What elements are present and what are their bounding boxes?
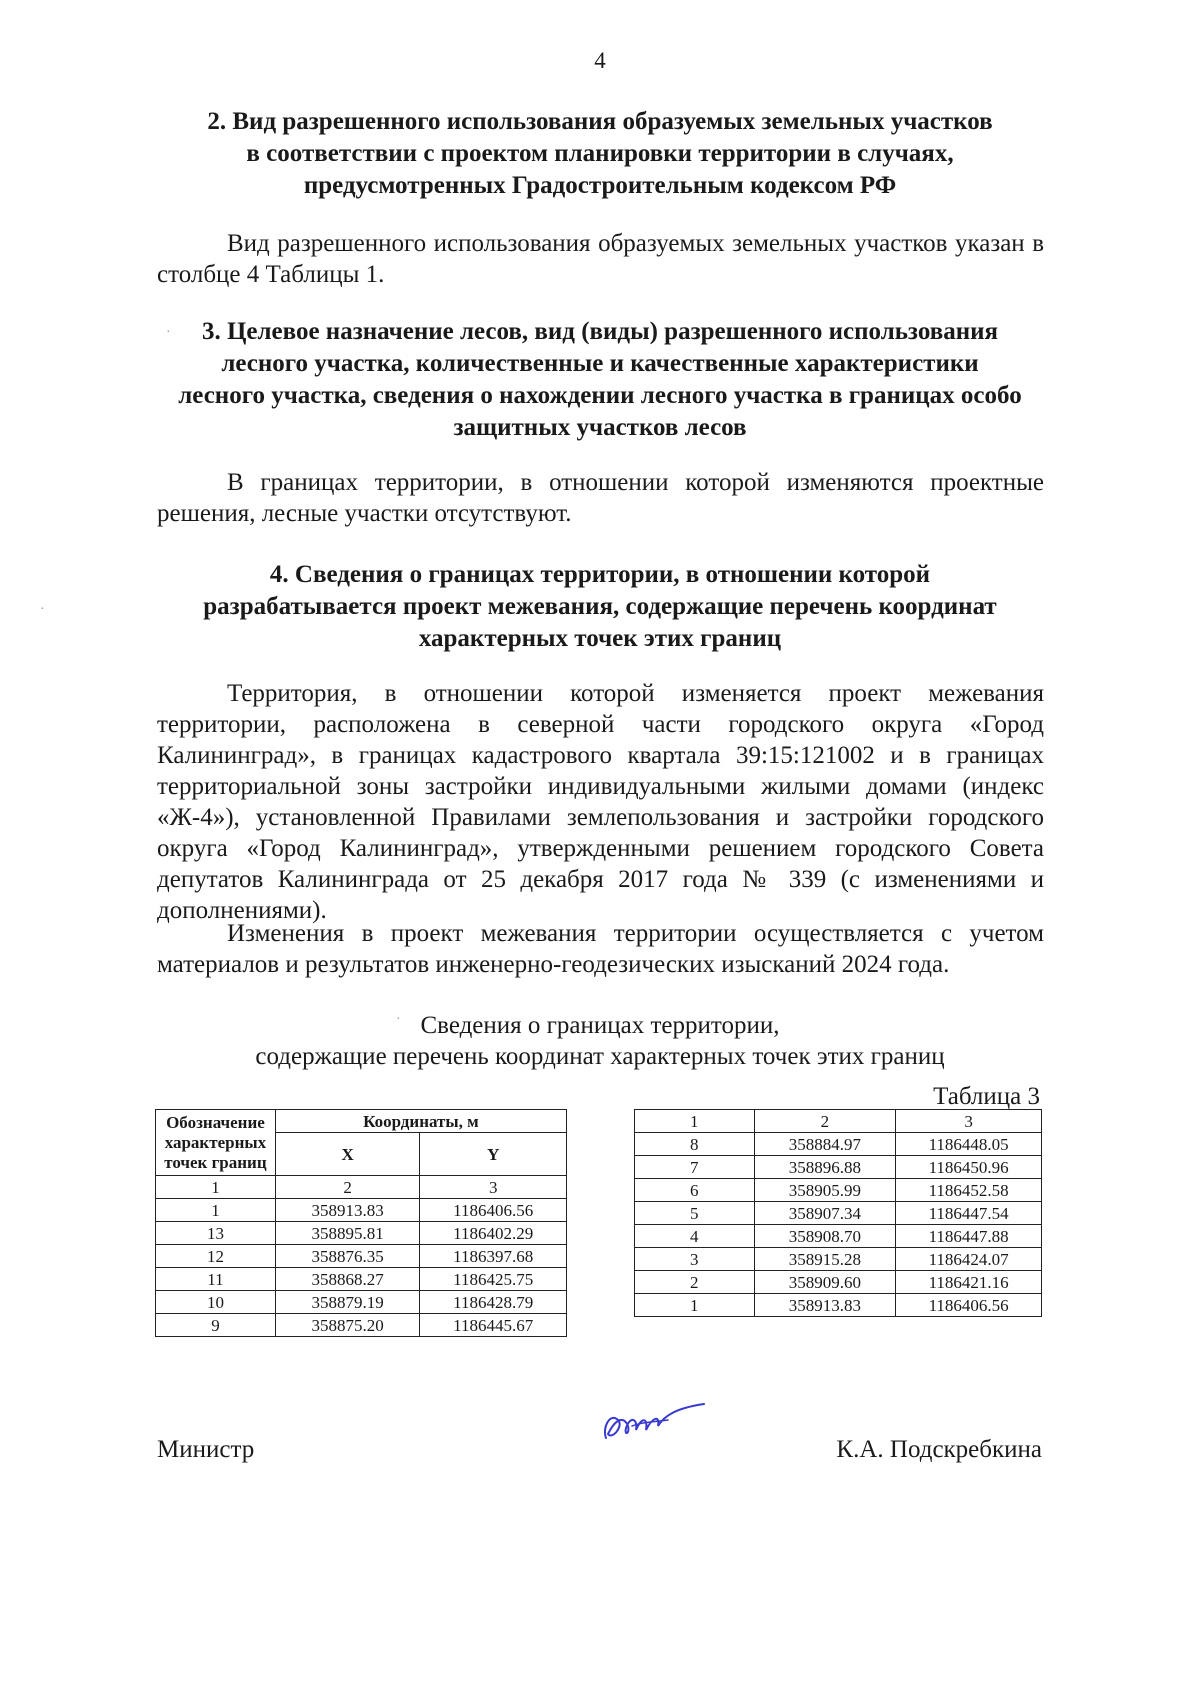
table-row [635,1179,1042,1202]
x-cell: 358896.88 [754,1156,896,1179]
table-row [635,1133,1042,1156]
column-number-row [635,1110,1042,1133]
point-cell: 6 [635,1179,755,1202]
heading-line: 4. Сведения о границах территории, в отношении которой [269,561,931,588]
column-number-cell: 1 [156,1176,276,1199]
y-cell: 1186447.54 [896,1202,1042,1225]
table-caption [160,1010,1040,1072]
heading-line: лесного участка, количественные и качественные характеристики [221,350,979,377]
x-cell: 358879.19 [275,1291,420,1314]
x-cell: 358913.83 [275,1199,420,1222]
heading-line: защитных участков лесов [453,414,747,441]
column-number-cell: 3 [420,1176,567,1199]
caption-line: Сведения о границах территории, [420,1012,780,1039]
signatory-name: К.А. Подскребкина [836,1436,1042,1463]
point-cell: 3 [635,1248,755,1271]
signature-image [598,1400,710,1448]
table-row [156,1245,567,1268]
y-cell: 1186421.16 [896,1271,1042,1294]
table-row [156,1199,567,1222]
point-cell: 12 [156,1245,276,1268]
caption-line: содержащие перечень координат характерных точек этих границ [255,1043,945,1070]
signatory-position: Министр [157,1436,255,1463]
coordinates-table-right [634,1109,1042,1317]
heading-line: лесного участка, сведения о нахождении лесного участка в границах особо [178,382,1022,409]
y-cell: 1186425.75 [420,1268,567,1291]
table-row [635,1248,1042,1271]
x-cell: 358908.70 [754,1225,896,1248]
coordinates-table-left [155,1109,567,1337]
y-cell: 1186397.68 [420,1245,567,1268]
header-coords: Координаты, м [275,1110,566,1133]
point-cell: 1 [635,1294,755,1317]
heading-line: разрабатывается проект межевания, содержащие перечень координат [203,593,997,620]
point-cell: 11 [156,1268,276,1291]
table-row [156,1314,567,1337]
point-cell: 1 [156,1199,276,1222]
x-cell: 358907.34 [754,1202,896,1225]
table-row [635,1271,1042,1294]
heading-line: предусмотренных Градостроительным кодексом РФ [303,172,897,199]
x-cell: 358909.60 [754,1271,896,1294]
y-cell: 1186450.96 [896,1156,1042,1179]
table-body [156,1176,567,1337]
x-cell: 358913.83 [754,1294,896,1317]
x-cell: 358868.27 [275,1268,420,1291]
section-3-heading [160,316,1040,444]
point-cell: 5 [635,1202,755,1225]
y-cell: 1186406.56 [896,1294,1042,1317]
section-4-text-1: Территория, в отношении которой изменяется проект межевания территории, расположена в северной части городского округа «Город Калининград», в границах кадастрового квартала 39:15:121002 и в границах территориальной зоны застройки индивидуальными жилыми домами (индекс «Ж-4»), установленной Правилами землепользования и застройки городского округа «Город Калининград», утвержденными решением городского Совета депутатов Калининграда от 25 декабря 2017 года № 339 (с изменениями и дополнениями). [157,680,1044,924]
y-cell: 1186406.56 [420,1199,567,1222]
column-number-cell: 2 [275,1176,420,1199]
section-4-text-2: Изменения в проект межевания территории осуществляется с учетом материалов и результатов инженерно-геодезических изысканий 2024 года. [157,920,1044,978]
point-cell: 9 [156,1314,276,1337]
y-cell: 1186445.67 [420,1314,567,1337]
x-cell: 358915.28 [754,1248,896,1271]
heading-line: 3. Целевое назначение лесов, вид (виды) разрешенного использования [201,318,999,345]
table-label: Таблица 3 [933,1083,1040,1110]
x-cell: 358876.35 [275,1245,420,1268]
point-cell: 13 [156,1222,276,1245]
x-cell: 358875.20 [275,1314,420,1337]
heading-line: в соответствии с проектом планировки территории в случаях, [246,140,954,167]
scan-mark: · [40,602,45,617]
table-row [635,1294,1042,1317]
point-cell: 10 [156,1291,276,1314]
heading-line: 2. Вид разрешенного использования образуемых земельных участков [207,108,993,135]
y-cell: 1186448.05 [896,1133,1042,1156]
table-row [635,1202,1042,1225]
page-number: 4 [594,48,606,73]
x-cell: 358905.99 [754,1179,896,1202]
column-number-cell: 1 [635,1110,755,1133]
point-cell: 7 [635,1156,755,1179]
table-row [156,1268,567,1291]
column-number-cell: 3 [896,1110,1042,1133]
section-3-text: В границах территории, в отношении которой изменяются проектные решения, лесные участки отсутствуют. [157,469,1044,527]
x-cell: 358895.81 [275,1222,420,1245]
table-row [156,1291,567,1314]
table-row [635,1156,1042,1179]
heading-line: характерных точек этих границ [418,625,782,652]
y-cell: 1186452.58 [896,1179,1042,1202]
y-cell: 1186447.88 [896,1225,1042,1248]
y-cell: 1186424.07 [896,1248,1042,1271]
point-cell: 8 [635,1133,755,1156]
y-cell: 1186428.79 [420,1291,567,1314]
column-number-row [156,1176,567,1199]
scan-mark: · [166,325,171,340]
header-y: Y [420,1133,567,1176]
y-cell: 1186402.29 [420,1222,567,1245]
column-number-cell: 2 [754,1110,896,1133]
header-x: X [275,1133,420,1176]
section-2-text: Вид разрешенного использования образуемых земельных участков указан в столбце 4 Таблицы 1. [157,230,1044,288]
x-cell: 358884.97 [754,1133,896,1156]
scan-mark: · [396,1012,401,1027]
section-2-heading [160,106,1040,202]
point-cell: 2 [635,1271,755,1294]
table-row [156,1222,567,1245]
section-4-heading [160,559,1040,655]
header-point: Обозначение характерных точек границ [156,1110,276,1176]
point-cell: 4 [635,1225,755,1248]
table-row [635,1225,1042,1248]
table-body [635,1110,1042,1317]
